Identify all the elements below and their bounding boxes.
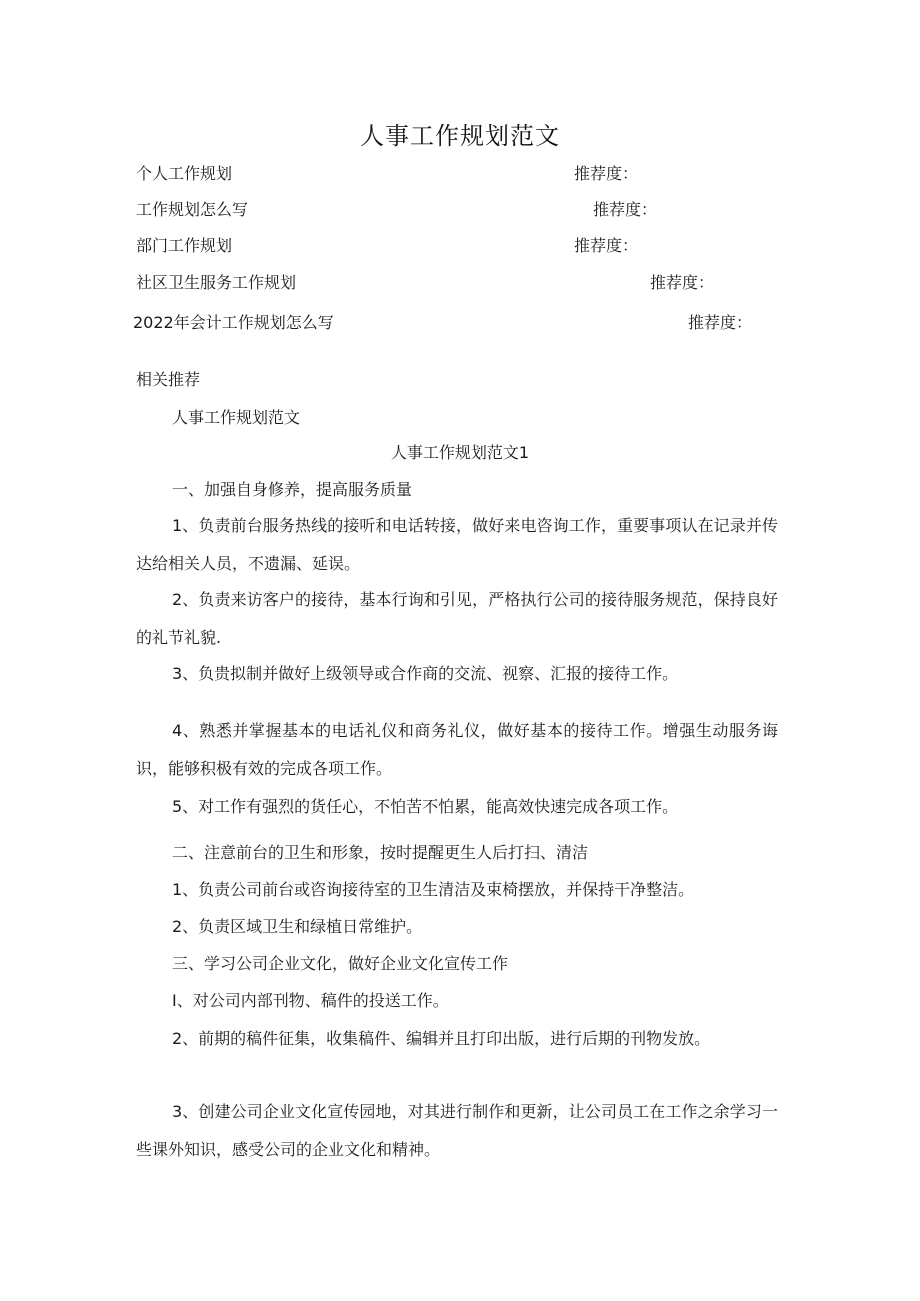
recommendation-score-label: 推荐度：	[593, 200, 658, 219]
recommendation-item[interactable]: 社区卫生服务工作规划	[136, 273, 297, 292]
body-paragraph: 2、前期的稿件征集，收集稿件、编辑并且打印出版，进行后期的刊物发放。	[172, 1029, 711, 1048]
body-paragraph: 1、负责前台服务热线的接听和电话转接，做好来电咨询工作，重要事项认在记录并传达给相关人员，不遗漏、延误。	[136, 516, 778, 573]
document-title: 人事工作规划范文	[360, 122, 560, 150]
body-paragraph: 1、负责公司前台或咨询接待室的卫生清洁及束椅摆放，并保持干净整洁。	[172, 880, 695, 899]
recommendation-score-label: 推荐度：	[574, 236, 639, 255]
recommendation-item[interactable]: 个人工作规划	[136, 164, 233, 183]
section-heading: 二、注意前台的卫生和形象，按时提醒更生人后打扫、清洁	[172, 843, 589, 862]
related-heading: 相关推荐	[136, 370, 201, 389]
recommendation-score-label: 推荐度：	[688, 313, 753, 332]
body-paragraph: 4、熟悉并掌握基本的电话礼仪和商务礼仪，做好基本的接待工作。增强生动服务诲识，能够积极有效的完成各项工作。	[136, 721, 778, 778]
section-heading: 三、学习公司企业文化，做好企业文化宣传工作	[172, 954, 509, 973]
body-paragraph: 3、创建公司企业文化宣传园地，对其进行制作和更新，让公司员工在工作之余学习一些课外知识，感受公司的企业文化和精神。	[136, 1102, 778, 1159]
section-heading: 一、加强自身修养，提高服务质量	[172, 480, 413, 499]
body-paragraph: 3、负贵拟制并做好上级领导或合作商的交流、视察、汇报的接待工作。	[172, 664, 679, 683]
related-link[interactable]: 人事工作规划范文	[172, 408, 301, 427]
body-paragraph: 5、对工作有强烈的货任心，不怕苦不怕累，能高效快速完成各项工作。	[172, 797, 679, 816]
recommendation-item[interactable]: 部门工作规划	[136, 236, 233, 255]
recommendation-score-label: 推荐度：	[574, 164, 639, 183]
article-subtitle: 人事工作规划范文1	[390, 443, 530, 462]
recommendation-item[interactable]: 工作规划怎么写	[136, 200, 249, 219]
recommendation-score-label: 推荐度：	[650, 273, 715, 292]
body-paragraph: 2、负责区域卫生和绿植日常维护。	[172, 917, 423, 936]
body-paragraph: I、对公司内部刊物、稿件的投送工作。	[172, 991, 449, 1010]
recommendation-item[interactable]: 2022年会计工作规划怎么写	[133, 313, 334, 332]
body-paragraph: 2、负责来访客户的接待，基本行询和引见，严格执行公司的接待服务规范，保持良好的礼节礼貌.	[136, 590, 778, 647]
